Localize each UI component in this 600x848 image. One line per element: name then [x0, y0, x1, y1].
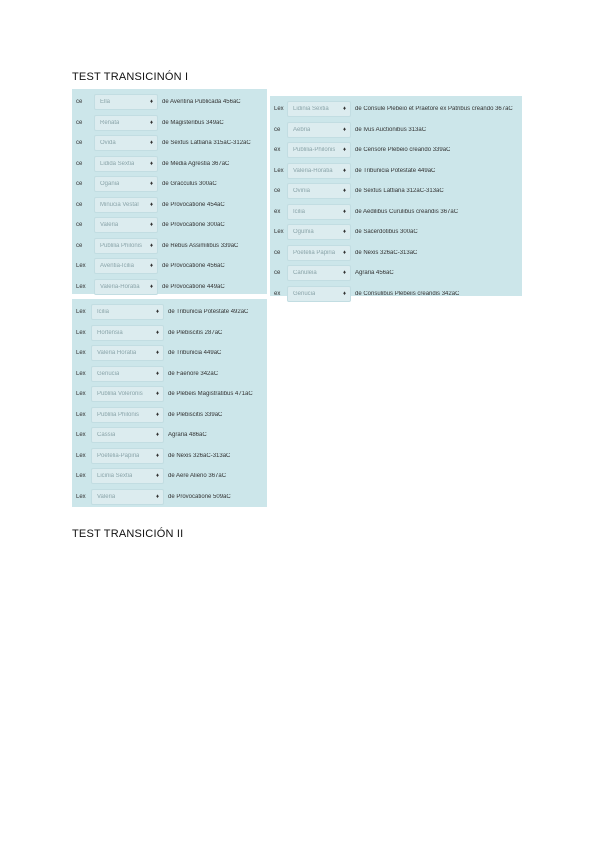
answer-select[interactable]: [94, 135, 158, 151]
match-row: [72, 133, 267, 154]
answer-select[interactable]: [287, 183, 351, 199]
select-value: Ogulnia: [293, 229, 314, 236]
chevron-updown-icon: ♦: [155, 411, 159, 418]
row-prefix: ce: [76, 160, 83, 167]
row-prefix: ce: [274, 270, 281, 277]
answer-select[interactable]: [94, 156, 158, 172]
answer-select[interactable]: [94, 176, 158, 192]
row-suffix: de Aedilibus Curulibus creandis 367aC: [355, 208, 459, 215]
select-value: Lidinia Sextia: [293, 106, 329, 113]
row-prefix: Lex: [76, 473, 86, 480]
select-value: Publilia-Philonis: [293, 147, 336, 154]
row-suffix: de Nexis 326aC-313aC: [168, 452, 231, 459]
match-row: [72, 195, 267, 216]
chevron-updown-icon: ♦: [342, 147, 346, 154]
row-suffix: de Sextus Lattiana 312aC-313aC: [355, 188, 444, 195]
chevron-updown-icon: ♦: [149, 160, 153, 167]
select-value: Lidida Sextia: [100, 160, 135, 167]
row-suffix: de Censore Plebeio creando 339aC: [355, 147, 451, 154]
select-value: Canuleia: [293, 270, 317, 277]
row-prefix: ce: [274, 249, 281, 256]
row-suffix: de Provocatione 454aC: [162, 201, 225, 208]
chevron-updown-icon: ♦: [342, 229, 346, 236]
match-row: [72, 302, 267, 323]
chevron-updown-icon: ♦: [155, 452, 159, 459]
chevron-updown-icon: ♦: [342, 290, 346, 297]
answer-select[interactable]: [91, 366, 164, 382]
chevron-updown-icon: ♦: [155, 370, 159, 377]
match-row: [72, 487, 267, 508]
match-row: [72, 364, 267, 385]
answer-select[interactable]: [91, 304, 164, 320]
row-suffix: de Plebeis Magistratibus 471aC: [168, 391, 253, 398]
chevron-updown-icon: ♦: [342, 208, 346, 215]
select-value: Valeria-Horatia: [293, 167, 333, 174]
row-suffix: de Ivus Auctionibus 313aC: [355, 126, 427, 133]
match-row: [72, 215, 267, 236]
chevron-updown-icon: ♦: [149, 181, 153, 188]
match-row: [270, 243, 522, 264]
answer-select[interactable]: [287, 224, 351, 240]
match-row: [72, 113, 267, 134]
chevron-updown-icon: ♦: [342, 249, 346, 256]
select-value: Minucia Vestal: [100, 201, 139, 208]
chevron-updown-icon: ♦: [342, 126, 346, 133]
row-suffix: de Plebiscitis 287aC: [168, 329, 223, 336]
match-panel-1: [72, 89, 267, 294]
chevron-updown-icon: ♦: [149, 283, 153, 290]
select-value: Ovinia: [293, 188, 311, 195]
select-value: Valeria: [100, 222, 119, 229]
row-suffix: de Tribunicia 449aC: [168, 350, 222, 357]
match-row: [72, 256, 267, 277]
row-prefix: ce: [274, 126, 281, 133]
row-suffix: de Tribunicia Potestate 449aC: [355, 167, 436, 174]
select-value: Icilia: [293, 208, 306, 215]
select-value: Icilia: [97, 309, 110, 316]
answer-select[interactable]: [91, 489, 164, 505]
row-prefix: ex: [274, 290, 281, 297]
row-prefix: Lex: [76, 411, 86, 418]
answer-select[interactable]: [94, 217, 158, 233]
row-suffix: de Media Agrestia 367aC: [162, 160, 230, 167]
match-row: [72, 384, 267, 405]
match-panel-3: [72, 299, 267, 507]
select-value: Valeria-Horatia: [100, 283, 140, 290]
row-suffix: de Faenore 342aC: [168, 370, 219, 377]
answer-select[interactable]: [287, 142, 351, 158]
match-row: [270, 263, 522, 284]
match-row: [72, 277, 267, 298]
row-suffix: de Provocatione 449aC: [162, 283, 225, 290]
row-suffix: de Tribunicia Potestate 492aC: [168, 309, 249, 316]
chevron-updown-icon: ♦: [342, 167, 346, 174]
answer-select[interactable]: [91, 325, 164, 341]
select-value: Publilia Voleronis: [97, 391, 143, 398]
row-prefix: ex: [274, 208, 281, 215]
section-heading-2: TEST TRANSICIÓN II: [72, 528, 184, 540]
answer-select[interactable]: [287, 286, 351, 302]
match-row: [72, 446, 267, 467]
row-suffix: de Aventina Publicada 456aC: [162, 99, 241, 106]
answer-select[interactable]: [94, 279, 158, 295]
match-row: [270, 140, 522, 161]
row-prefix: Lex: [76, 493, 86, 500]
select-value: Publilia Philonis: [100, 242, 143, 249]
row-prefix: Lex: [76, 370, 86, 377]
answer-select[interactable]: [287, 245, 351, 261]
match-row: [72, 405, 267, 426]
select-value: Genucia: [293, 290, 316, 297]
chevron-updown-icon: ♦: [149, 201, 153, 208]
answer-select[interactable]: [91, 468, 164, 484]
match-row: [270, 202, 522, 223]
row-prefix: ce: [76, 201, 83, 208]
chevron-updown-icon: ♦: [149, 99, 153, 106]
row-suffix: de Rebus Assimilibus 339aC: [162, 242, 239, 249]
match-row: [72, 92, 267, 113]
chevron-updown-icon: ♦: [155, 350, 159, 357]
chevron-updown-icon: ♦: [155, 432, 159, 439]
chevron-updown-icon: ♦: [149, 119, 153, 126]
row-suffix: Agraria 456aC: [355, 270, 394, 277]
row-prefix: Lex: [76, 391, 86, 398]
match-row: [72, 466, 267, 487]
row-prefix: Lex: [76, 309, 86, 316]
answer-select[interactable]: [287, 163, 351, 179]
answer-select[interactable]: [91, 345, 164, 361]
select-value: Licinia Sextia: [97, 473, 133, 480]
row-suffix: de Provocatione 509aC: [168, 493, 231, 500]
row-prefix: ce: [274, 188, 281, 195]
row-prefix: Lex: [76, 263, 86, 270]
row-suffix: de Consulibus Plebeiis creandis 342aC: [355, 290, 460, 297]
match-row: [270, 181, 522, 202]
select-value: Cassia: [97, 432, 116, 439]
select-value: Genucia: [97, 370, 120, 377]
row-suffix: de Provocatione 300aC: [162, 222, 225, 229]
row-prefix: Lex: [76, 329, 86, 336]
answer-select[interactable]: [91, 427, 164, 443]
select-value: Valeria: [97, 493, 116, 500]
row-prefix: Lex: [76, 432, 86, 439]
select-value: Hortensia: [97, 329, 123, 336]
select-value: Aebria: [293, 126, 311, 133]
select-value: Publilia Philonis: [97, 411, 140, 418]
answer-select[interactable]: [94, 238, 158, 254]
select-value: Renata: [100, 119, 120, 126]
row-prefix: ex: [274, 147, 281, 154]
row-prefix: ce: [76, 119, 83, 126]
select-value: Ella: [100, 99, 111, 106]
chevron-updown-icon: ♦: [155, 473, 159, 480]
answer-select[interactable]: [287, 265, 351, 281]
answer-select[interactable]: [287, 204, 351, 220]
row-prefix: ce: [76, 181, 83, 188]
match-row: [270, 120, 522, 141]
match-row: [270, 222, 522, 243]
select-value: Poetelia-Papiria: [97, 452, 140, 459]
answer-select[interactable]: [94, 197, 158, 213]
row-suffix: de Magisteribus 349aC: [162, 119, 224, 126]
chevron-updown-icon: ♦: [155, 391, 159, 398]
match-row: [72, 425, 267, 446]
select-value: Aventia-Icilia: [100, 263, 134, 270]
row-prefix: ce: [76, 140, 83, 147]
row-suffix: de Gracculus 300aC: [162, 181, 217, 188]
row-suffix: de Sextus Lattiana 315aC-312aC: [162, 140, 251, 147]
row-suffix: de Nexis 326aC-313aC: [355, 249, 418, 256]
select-value: Valeria Horatia: [97, 350, 137, 357]
chevron-updown-icon: ♦: [149, 222, 153, 229]
row-prefix: Lex: [274, 167, 284, 174]
match-row: [72, 174, 267, 195]
answer-select[interactable]: [94, 258, 158, 274]
row-prefix: Lex: [76, 283, 86, 290]
chevron-updown-icon: ♦: [149, 263, 153, 270]
match-row: [72, 154, 267, 175]
row-suffix: de Plebiscitis 339aC: [168, 411, 223, 418]
chevron-updown-icon: ♦: [155, 309, 159, 316]
match-panel-2: [270, 96, 522, 296]
section-heading-1: TEST TRANSICINÓN I: [72, 71, 189, 83]
select-value: Poetelia Papiria: [293, 249, 336, 256]
row-prefix: Lex: [274, 229, 284, 236]
row-prefix: Lex: [274, 106, 284, 113]
chevron-updown-icon: ♦: [342, 188, 346, 195]
chevron-updown-icon: ♦: [342, 270, 346, 277]
match-row: [270, 99, 522, 120]
select-value: Ovida: [100, 140, 116, 147]
row-suffix: de Aere Alieno 367aC: [168, 473, 227, 480]
chevron-updown-icon: ♦: [155, 329, 159, 336]
select-value: Ogania: [100, 181, 120, 188]
row-prefix: Lex: [76, 350, 86, 357]
row-prefix: Lex: [76, 452, 86, 459]
match-row: [72, 236, 267, 257]
match-row: [72, 343, 267, 364]
match-row: [270, 284, 522, 305]
row-prefix: ce: [76, 242, 83, 249]
answer-select[interactable]: [94, 94, 158, 110]
answer-select[interactable]: [287, 122, 351, 138]
chevron-updown-icon: ♦: [149, 140, 153, 147]
row-suffix: de Sacerdotibus 300aC: [355, 229, 418, 236]
answer-select[interactable]: [287, 101, 351, 117]
row-suffix: de Consule Plebeio et Praetore ex Patribus creando 367aC: [355, 106, 513, 113]
row-prefix: ce: [76, 99, 83, 106]
answer-select[interactable]: [91, 407, 164, 423]
chevron-updown-icon: ♦: [342, 106, 346, 113]
match-row: [270, 161, 522, 182]
row-prefix: ce: [76, 222, 83, 229]
row-suffix: Agraria 486aC: [168, 432, 207, 439]
chevron-updown-icon: ♦: [149, 242, 153, 249]
chevron-updown-icon: ♦: [155, 493, 159, 500]
match-row: [72, 323, 267, 344]
row-suffix: de Provocatione 456aC: [162, 263, 225, 270]
answer-select[interactable]: [91, 386, 164, 402]
answer-select[interactable]: [91, 448, 164, 464]
answer-select[interactable]: [94, 115, 158, 131]
